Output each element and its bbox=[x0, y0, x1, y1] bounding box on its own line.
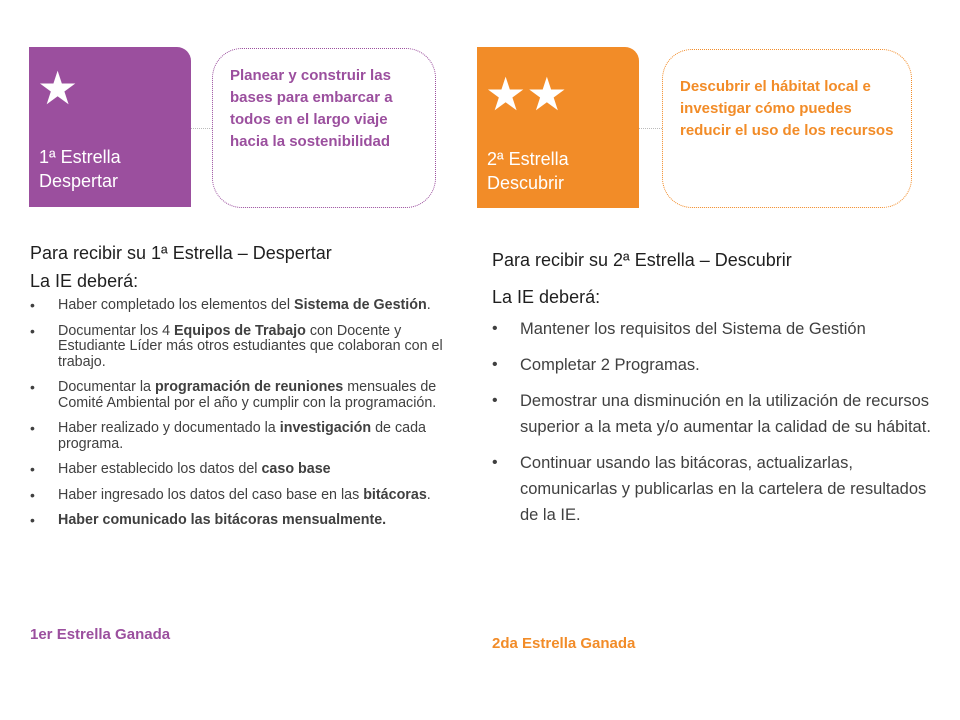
requirement-text: con Docente y Estudiante Líder más otros estudiantes que colaboran con el trabajo. bbox=[58, 322, 443, 370]
second-star-heading: Para recibir su 2ª Estrella – Descubrir bbox=[492, 250, 792, 270]
requirement-emphasis: Sistema de Gestión bbox=[294, 297, 427, 313]
requirement-emphasis: investigación bbox=[279, 420, 372, 436]
bullet-icon: • bbox=[30, 379, 35, 395]
requirement-emphasis: Haber comunicado las bitácoras mensualmente. bbox=[58, 512, 387, 528]
requirement-text: Documentar los 4 bbox=[58, 322, 175, 339]
requirement-text: Haber completado los elementos del bbox=[58, 297, 295, 313]
requirement-item bbox=[492, 316, 932, 342]
bullet-icon: • bbox=[30, 322, 35, 339]
requirement-text: Mantener los requisitos del Sistema de Gestión bbox=[520, 320, 866, 338]
second-star-tile bbox=[477, 47, 639, 208]
bullet-icon: • bbox=[492, 392, 498, 409]
requirement-emphasis: Equipos de Trabajo bbox=[174, 322, 306, 339]
requirement-item bbox=[492, 450, 932, 528]
requirement-item bbox=[30, 513, 460, 529]
requirement-item bbox=[492, 388, 932, 440]
first-star-label bbox=[39, 145, 121, 193]
first-star-subtitle: Despertar bbox=[39, 171, 119, 191]
second-star-requirements bbox=[492, 316, 932, 538]
requirement-item bbox=[30, 298, 460, 314]
requirement-emphasis: caso base bbox=[261, 461, 331, 477]
requirement-text: Completar 2 Programas. bbox=[520, 356, 700, 374]
bullet-icon: • bbox=[30, 420, 35, 436]
requirement-text: Documentar la bbox=[58, 379, 155, 395]
connector-line bbox=[639, 128, 662, 129]
requirement-text: Haber establecido los datos del bbox=[58, 461, 262, 477]
star-icon: ★ bbox=[37, 62, 79, 114]
first-star-tile bbox=[29, 47, 191, 207]
requirement-item bbox=[30, 421, 460, 452]
first-star-title: 1ª Estrella bbox=[39, 147, 121, 167]
requirement-text: . bbox=[426, 297, 431, 313]
second-star-earned: 2da Estrella Ganada bbox=[492, 635, 636, 652]
second-star-label bbox=[487, 147, 569, 195]
requirement-text: . bbox=[426, 486, 431, 503]
first-star-description: Planear y construir las bases para embarcar a todos en el largo viaje hacia la sostenibilidad bbox=[212, 48, 436, 208]
second-star-subtitle: Descubrir bbox=[487, 173, 565, 193]
connector-line bbox=[191, 128, 212, 129]
requirement-item bbox=[30, 488, 460, 504]
first-star-requirements bbox=[30, 298, 460, 539]
first-star-subheading: La IE deberá: bbox=[30, 271, 139, 291]
requirement-emphasis: programación de reuniones bbox=[154, 379, 344, 395]
requirement-item bbox=[492, 352, 932, 378]
two-stars-icon: ★★ bbox=[485, 68, 568, 120]
second-star-subheading: La IE deberá: bbox=[492, 287, 601, 307]
bullet-icon: • bbox=[30, 461, 35, 477]
requirement-text: Haber ingresado los datos del caso base en las bbox=[58, 486, 364, 503]
bullet-icon: • bbox=[30, 512, 35, 528]
bullet-icon: • bbox=[492, 320, 498, 337]
requirement-item bbox=[30, 462, 460, 478]
bullet-icon: • bbox=[30, 486, 35, 503]
bullet-icon: • bbox=[492, 356, 498, 373]
requirement-text: de cada programa. bbox=[58, 420, 426, 452]
requirement-emphasis: bitácoras bbox=[363, 486, 427, 503]
requirement-text: mensuales de Comité Ambiental por el año y cumplir con la programación. bbox=[58, 379, 437, 411]
requirement-item bbox=[30, 380, 460, 411]
bullet-icon: • bbox=[30, 297, 35, 313]
requirement-text: Continuar usando las bitácoras, actualizarlas, comunicarlas y publicarlas en la cartelera de resultados de la IE. bbox=[520, 454, 927, 524]
first-star-earned: 1er Estrella Ganada bbox=[30, 626, 171, 643]
first-star-heading: Para recibir su 1ª Estrella – Despertar bbox=[30, 243, 332, 263]
bullet-icon: • bbox=[492, 454, 498, 471]
requirement-item bbox=[30, 324, 460, 371]
requirement-text: Haber realizado y documentado la bbox=[58, 420, 280, 436]
second-star-description: Descubrir el hábitat local e investigar cómo puedes reducir el uso de los recursos bbox=[662, 49, 912, 208]
second-star-title: 2ª Estrella bbox=[487, 149, 569, 169]
requirement-text: Demostrar una disminución en la utilización de recursos superior a la meta y/o aumentar la calidad de su hábitat. bbox=[520, 392, 931, 436]
